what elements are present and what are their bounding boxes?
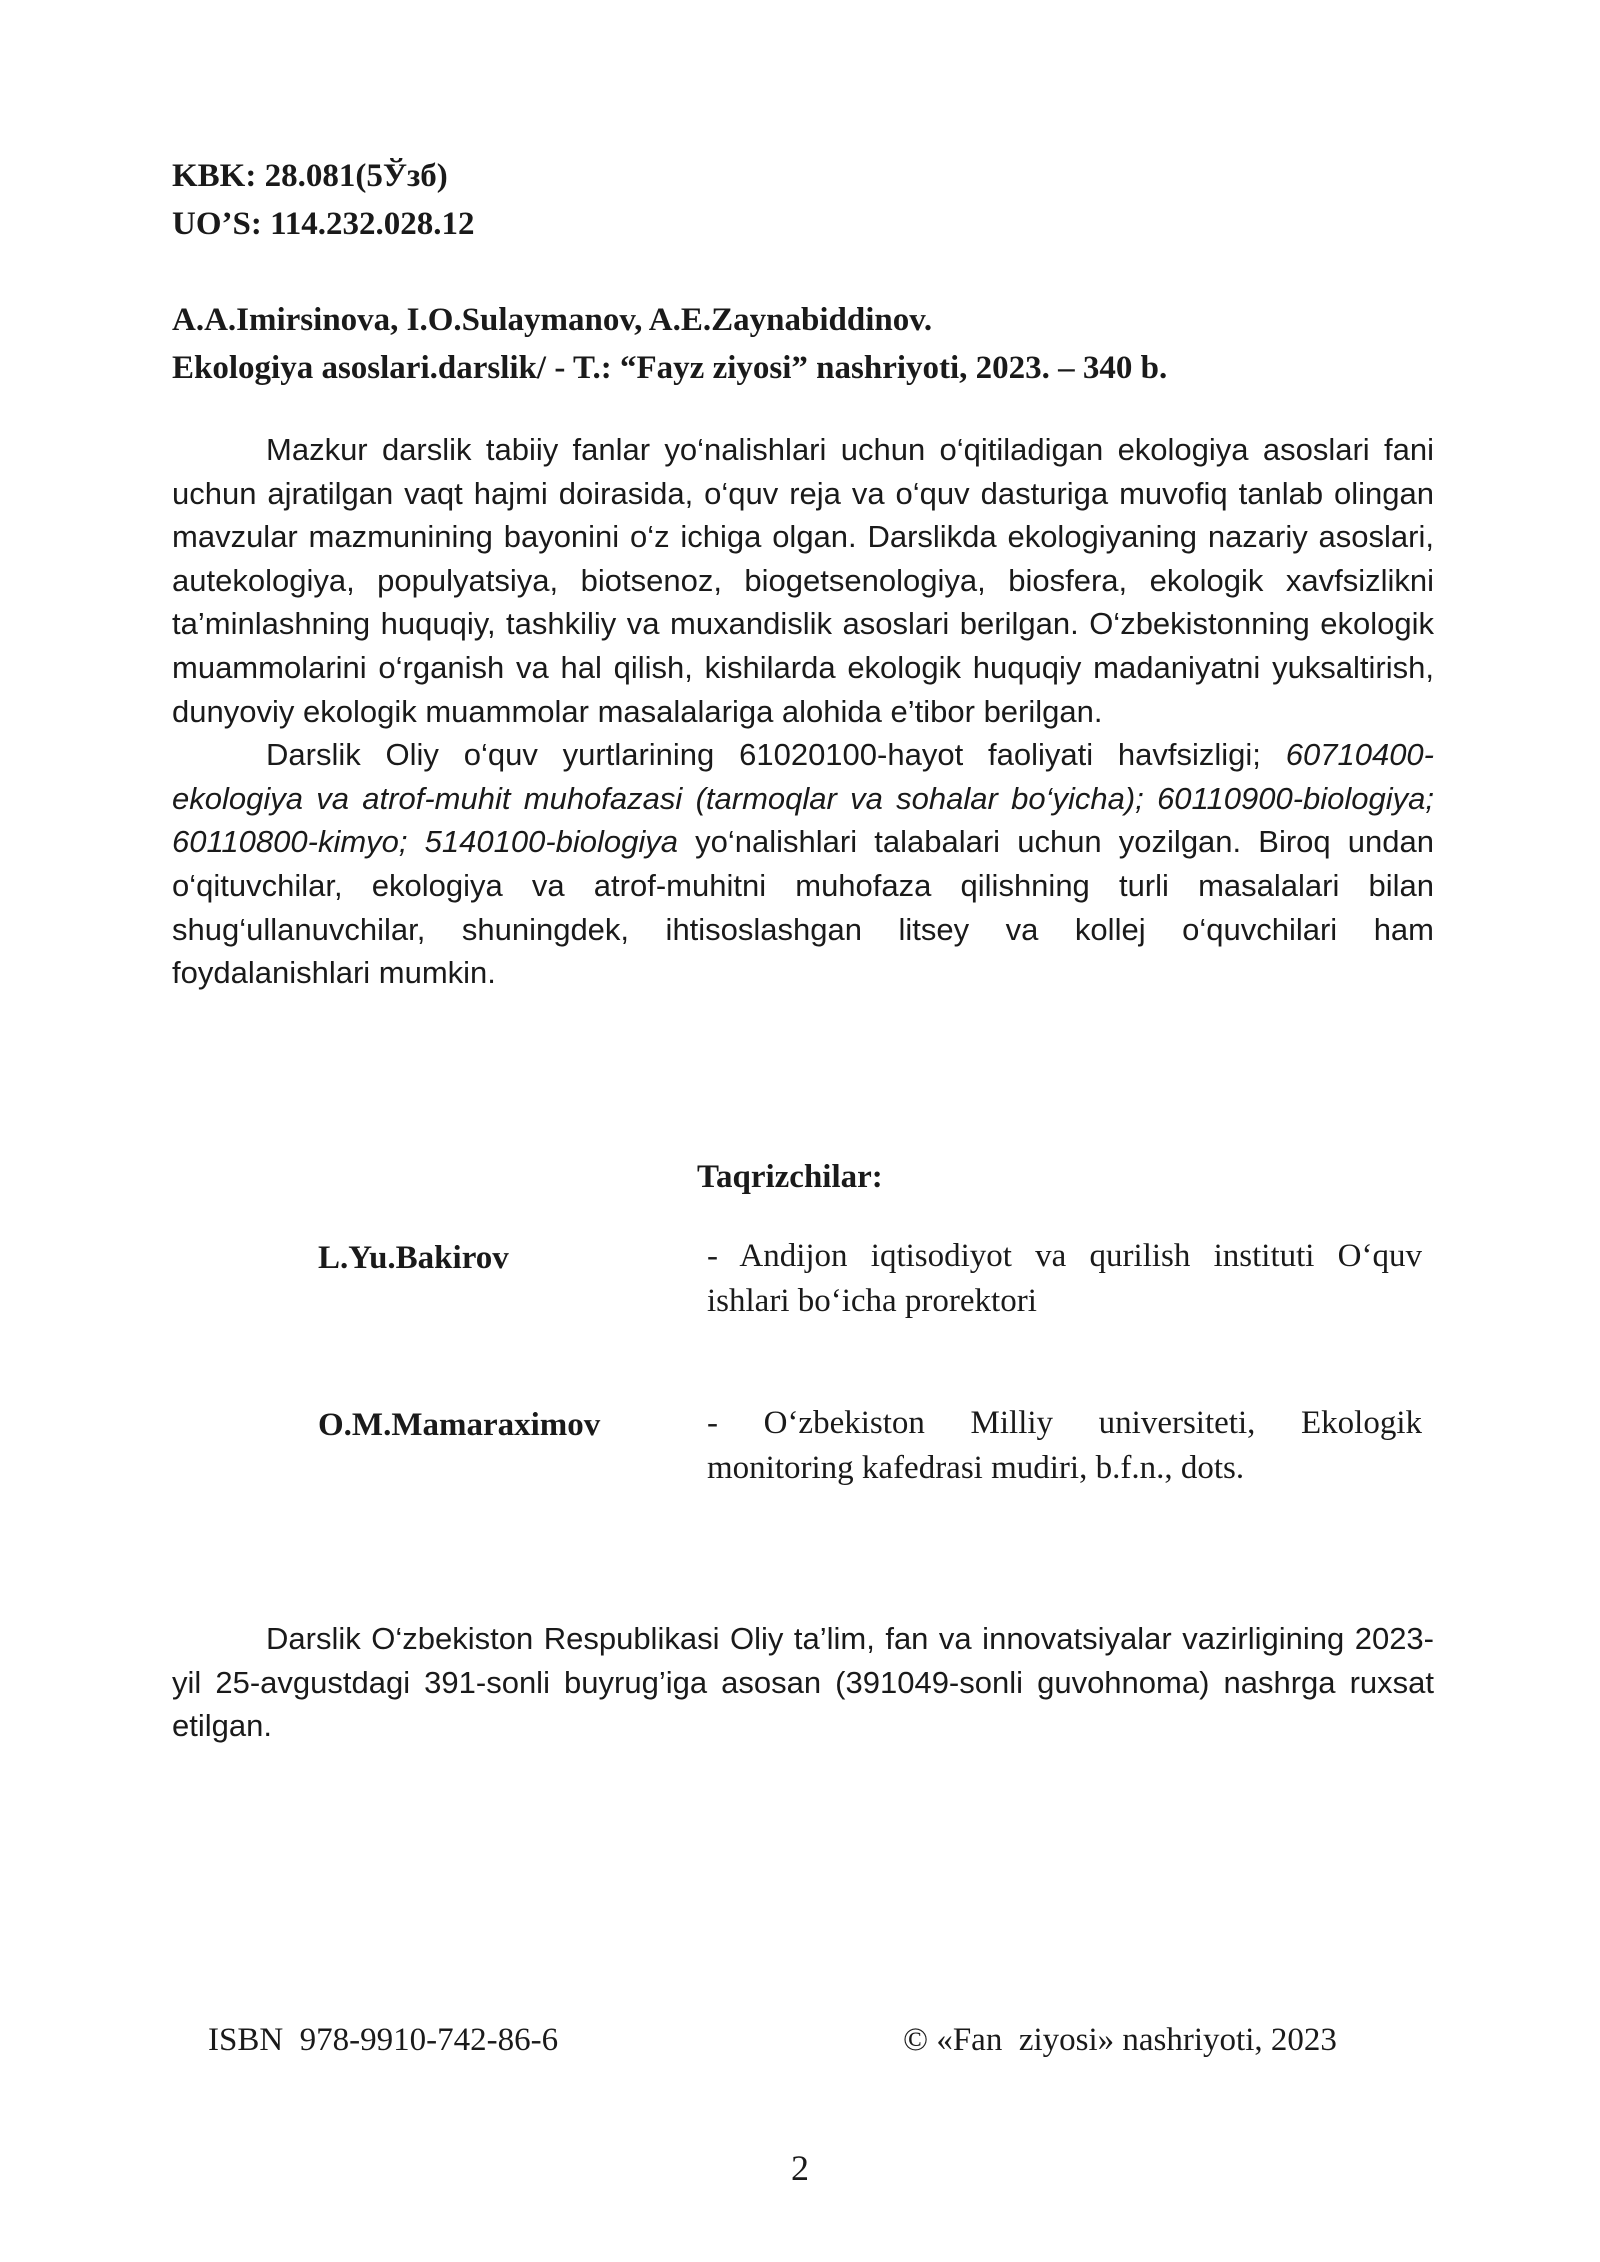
approval-statement [172,1617,1434,1748]
reviewers-heading: Taqrizchilar: [697,1159,883,1195]
specialty-codes: 60710400-ekologiya va atrof-muhit muhofazasi (tarmoqlar va sohalar bo‘yicha); 60110900-biologiya; 60110800-kimyo; 5140100-biologiya [172,737,1434,860]
kbk-code: KBK: 28.081(5Ўзб) [172,158,448,194]
citation-authors: A.A.Imirsinova, I.O.Sulaymanov, A.E.Zaynabiddinov. [172,302,933,338]
reviewer-affiliation: - Andijon iqtisodiyot va qurilish instituti O‘quv ishlari bo‘icha prorektori [707,1238,1422,1319]
uos-code: UO’S: 114.232.028.12 [172,206,475,242]
abstract [172,428,1434,995]
abstract-paragraph-1: Mazkur darslik tabiiy fanlar yo‘nalishlari uchun o‘qitiladigan ekologiya asoslari fani uchun ajratilgan vaqt hajmi doirasida, o‘quv reja va o‘quv dasturiga muvofiq tanlab olingan mavzular mazmunining bayonini o‘z ichiga olgan. Darslikda ekologiyaning nazariy asoslari, autekologiya, populyatsiya, biotsenoz, biogetsenologiya, biosfera, ekologik xavfsizlikni ta’minlashning huquqiy, tashkiliy va muxandislik asoslari berilgan. O‘zbekistonning ekologik muammolarini o‘rganish va hal qilish, kishilarda ekologik huquqiy madaniyatni yuksaltirish, dunyoviy ekologik muammolar masalalariga alohida e’tibor berilgan. [172,432,1434,729]
citation-title: Ekologiya asoslari.darslik/ - T.: “Fayz ziyosi” nashriyoti, 2023. – 340 b. [172,350,1168,386]
classification-codes [172,152,475,248]
abstract-paragraph-2 [172,733,1434,995]
page-number: 2 [791,2148,809,2188]
copyright: © «Fan ziyosi» nashriyoti, 2023 [903,2022,1337,2058]
abstract-paragraph-2-end: yo‘nalishlari talabalari uchun yozilgan. Biroq undan o‘qituvchilar, ekologiya va atrof-muhitni muhofaza qilishning turli masalalari bilan shug‘ullanuvchilar, shuningdek, ihtisoslashgan litsey va kollej o‘quvchilari ham foydalanishlari mumkin. [172,824,1434,991]
bibliographic-citation [172,296,1167,392]
reviewer-name: O.M.Mamaraximov [318,1407,601,1443]
reviewer-name: L.Yu.Bakirov [318,1240,509,1276]
reviewer-affiliation: - O‘zbekiston Milliy universiteti, Ekologik monitoring kafedrasi mudiri, b.f.n., dots. [707,1405,1422,1486]
approval-text: Darslik O‘zbekiston Respublikasi Oliy ta’lim, fan va innovatsiyalar vazirligining 2023-yil 25-avgustdagi 391-sonli buyrug’iga asosan (391049-sonli guvohnoma) nashrga ruxsat etilgan. [172,1621,1434,1744]
abstract-paragraph-2-start: Darslik Oliy o‘quv yurtlarining 61020100-hayot faoliyati havfsizligi; [266,737,1261,773]
isbn: ISBN 978-9910-742-86-6 [208,2022,559,2058]
